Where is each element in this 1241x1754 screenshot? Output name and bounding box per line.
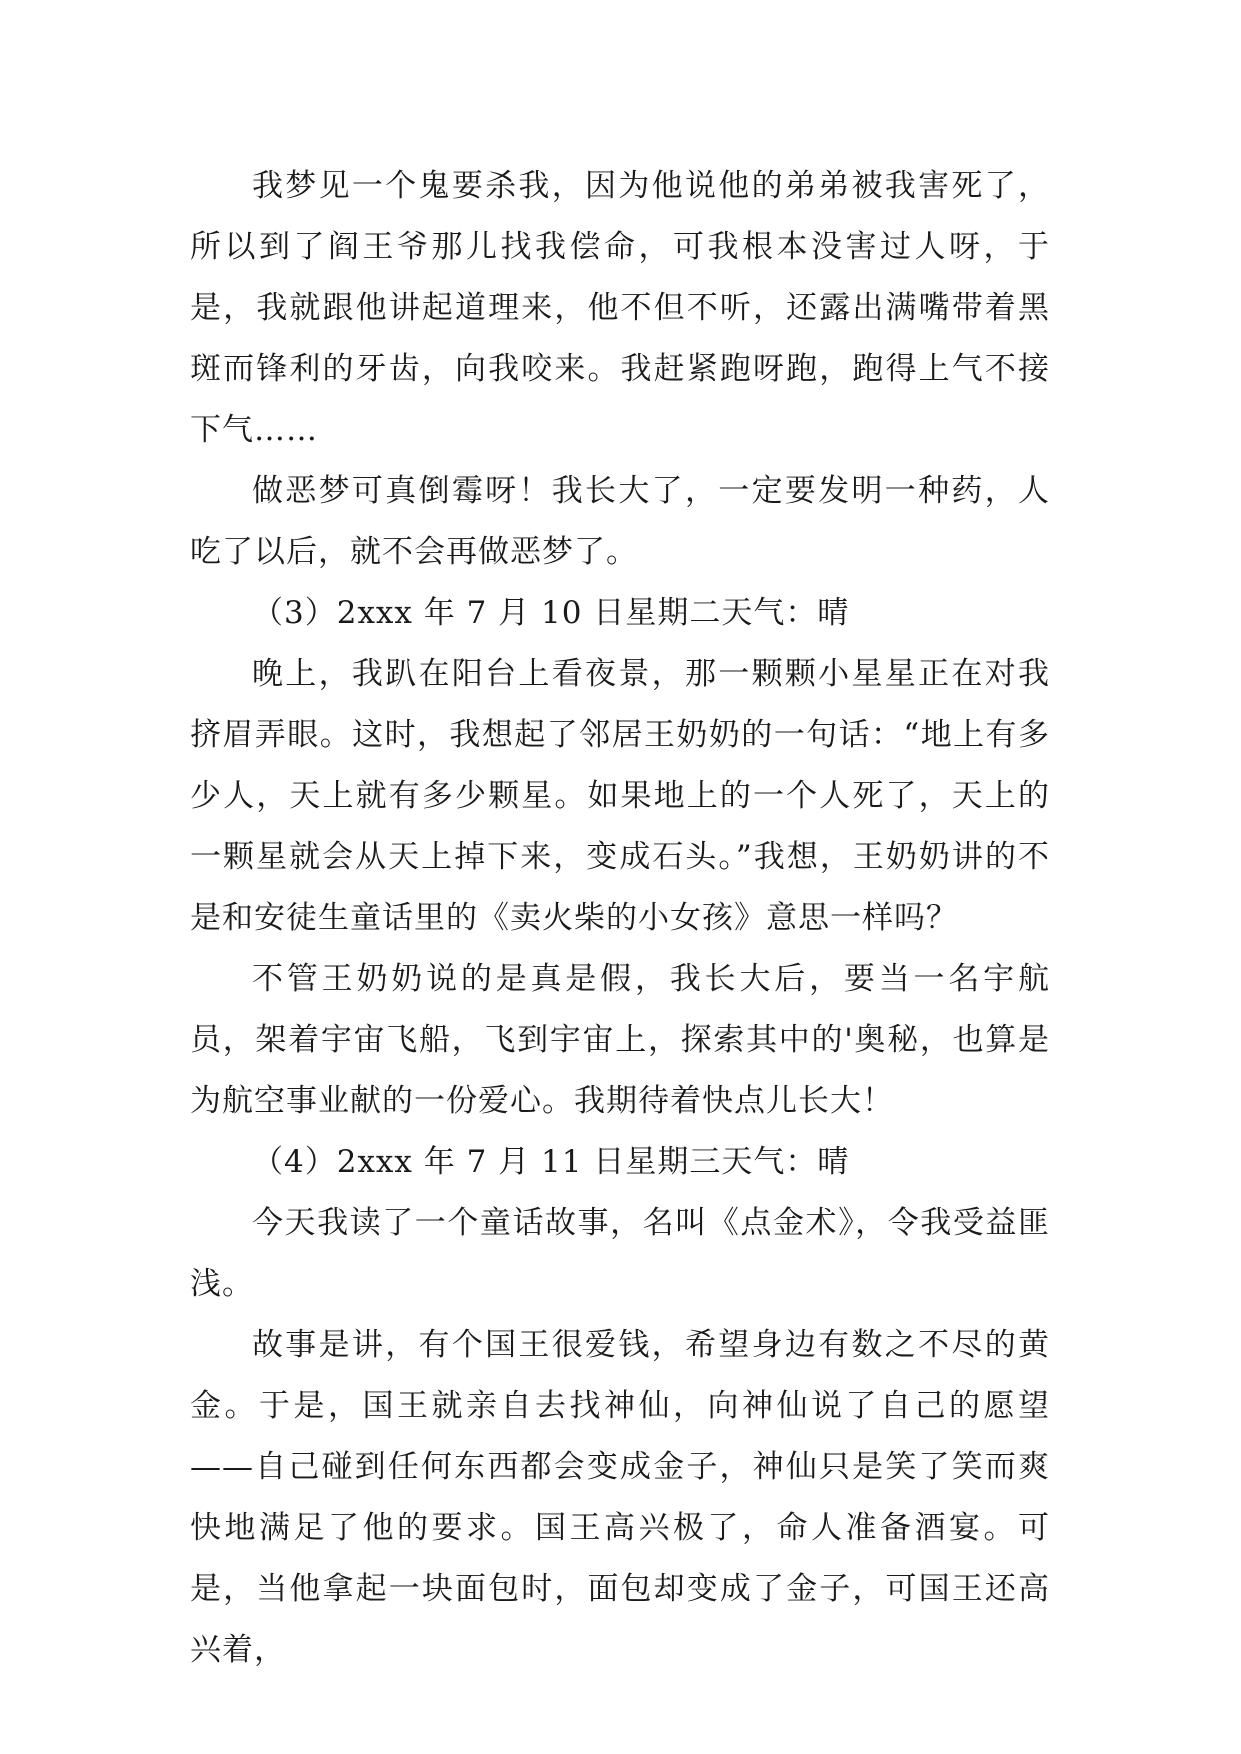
document-body — [190, 156, 1050, 1681]
paragraph-nightmare-wish: 做恶梦可真倒霉呀！我长大了，一定要发明一种药，人吃了以后，就不会再做恶梦了。 — [190, 473, 1050, 570]
paragraph-golden-touch-story: 故事是讲，有个国王很爱钱，希望身边有数之不尽的黄金。于是，国王就亲自去找神仙，向神仙说了自己的愿望——自己碰到任何东西都会变成金子，神仙只是笑了笑而爽快地满足了他的要求。国王高兴极了，命人准备酒宴。可是，当他拿起一块面包时，面包却变成了金子，可国王还高兴着， — [190, 1327, 1050, 1668]
diary-entry-heading-4: （4）2xxx 年 7 月 11 日星期三天气：晴 — [252, 1144, 850, 1180]
paragraph-stars: 晚上，我趴在阳台上看夜景，那一颗颗小星星正在对我挤眉弄眼。这时，我想起了邻居王奶奶的一句话：“地上有多少人，天上就有多少颗星。如果地上的一个人死了，天上的一颗星就会从天上掉下来，变成石头。”我想，王奶奶讲的不是和安徒生童话里的《卖火柴的小女孩》意思一样吗？ — [190, 656, 1050, 936]
paragraph-dream: 我梦见一个鬼要杀我，因为他说他的弟弟被我害死了，所以到了阎王爷那儿找我偿命，可我根本没害过人呀，于是，我就跟他讲起道理来，他不但不听，还露出满嘴带着黑斑而锋利的牙齿，向我咬来。我赶紧跑呀跑，跑得上气不接下气…… — [190, 168, 1050, 448]
paragraph-fairy-tale: 今天我读了一个童话故事，名叫《点金术》，令我受益匪浅。 — [190, 1205, 1050, 1302]
diary-entry-heading-3: （3）2xxx 年 7 月 10 日星期二天气：晴 — [252, 595, 850, 631]
paragraph-astronaut: 不管王奶奶说的是真是假，我长大后，要当一名宇航员，架着宇宙飞船，飞到宇宙上，探索其中的'奥秘，也算是为航空事业献的一份爱心。我期待着快点儿长大！ — [190, 961, 1050, 1119]
